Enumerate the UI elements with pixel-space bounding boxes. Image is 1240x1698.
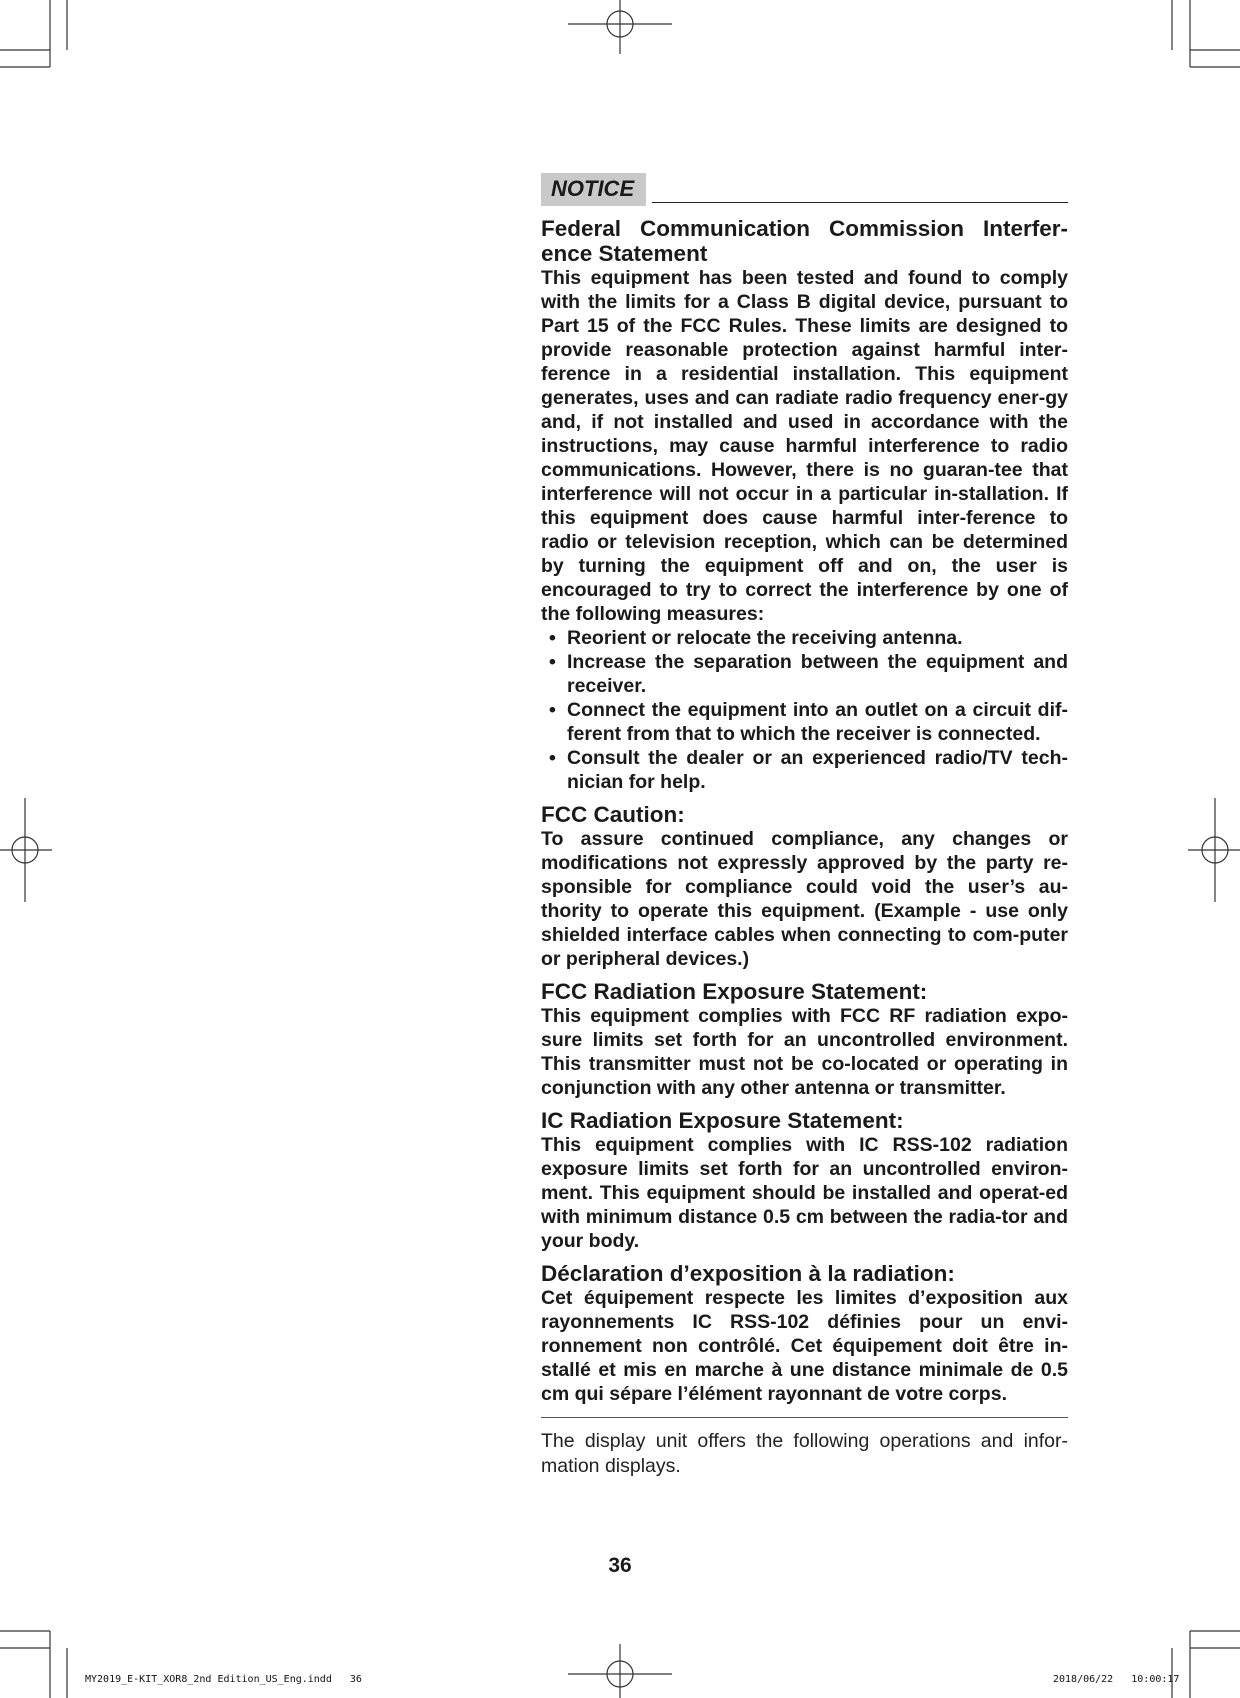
list-item: • Increase the separation between the equipment and receiver. [549, 651, 1068, 697]
page-number: 36 [608, 1554, 632, 1577]
list-item: • Connect the equipment into an outlet on a circuit dif-ferent from that to which the receiver is connected. [549, 699, 1068, 745]
ic-radiation-heading: IC Radiation Exposure Statement: [541, 1108, 904, 1133]
declaration-body: Cet équipement respecte les limites d’exposition aux rayonnements IC RSS-102 définies pour un envi-ronnement non contrôlé. Cet équipement doit être in-stallé et mis en marche à une distance minimale de 0.5 cm qui sépare l’élément rayonnant de votre corps. [541, 1287, 1068, 1405]
notice-column [541, 172, 1068, 1479]
display-unit-intro: The display unit offers the following operations and infor-mation displays. [541, 1430, 1068, 1477]
ic-radiation-body: This equipment complies with IC RSS-102 radiation exposure limits set forth for an uncontrolled environ-ment. This equipment should be installed and operat-ed with minimum distance 0.5 cm between the radia-tor and your body. [541, 1134, 1068, 1252]
list-item: • Consult the dealer or an experienced radio/TV tech-nician for help. [549, 747, 1068, 793]
registration-target-bottom [568, 1644, 672, 1698]
print-slug-timestamp: 2018/06/22 10:00:17 [1053, 1674, 1180, 1685]
declaration-heading: Déclaration d’exposition à la radiation: [541, 1261, 955, 1286]
fcc-caution-heading: FCC Caution: [541, 802, 685, 827]
interference-measures-list [541, 626, 1068, 794]
registration-target-right [1188, 798, 1240, 902]
registration-target-top [568, 0, 672, 54]
fcc-caution-body: To assure continued compliance, any changes or modifications not expressly approved by the party re-sponsible for compliance could void the user’s au-thority to operate this equipment. (Example - use only shielded interface cables when connecting to com-puter or peripheral devices.) [541, 828, 1068, 970]
notice-label: NOTICE [541, 173, 646, 206]
fcc-radiation-heading: FCC Radiation Exposure Statement: [541, 979, 928, 1004]
notice-header [541, 172, 1068, 206]
registration-target-left [0, 798, 52, 902]
section-divider [541, 1417, 1068, 1418]
list-item: • Reorient or relocate the receiving antenna. [549, 627, 963, 649]
print-slug-file: MY2019_E-KIT_XOR8_2nd Edition_US_Eng.indd 36 [85, 1674, 362, 1685]
notice-rule [652, 202, 1068, 203]
fcc-interference-body: This equipment has been tested and found to comply with the limits for a Class B digital device, pursuant to Part 15 of the FCC Rules. These limits are designed to provide reasonable protection against harmful inter-ference in a residential installation. This equipment generates, uses and can radiate radio frequency ener-gy and, if not installed and used in accordance with the instructions, may cause harmful interference to radio communications. However, there is no guaran-tee that interference will not occur in a particular in-stallation. If this equipment does cause harmful inter-ference to radio or television reception, which can be determined by turning the equipment off and on, the user is encouraged to try to correct the interference by one of the following measures: [541, 267, 1068, 625]
fcc-interference-heading: Federal Communication Commission Interfer-ence Statement [541, 216, 1068, 266]
fcc-radiation-body: This equipment complies with FCC RF radiation expo-sure limits set forth for an uncontrolled environment. This transmitter must not be co-located or operating in conjunction with any other antenna or transmitter. [541, 1005, 1068, 1099]
